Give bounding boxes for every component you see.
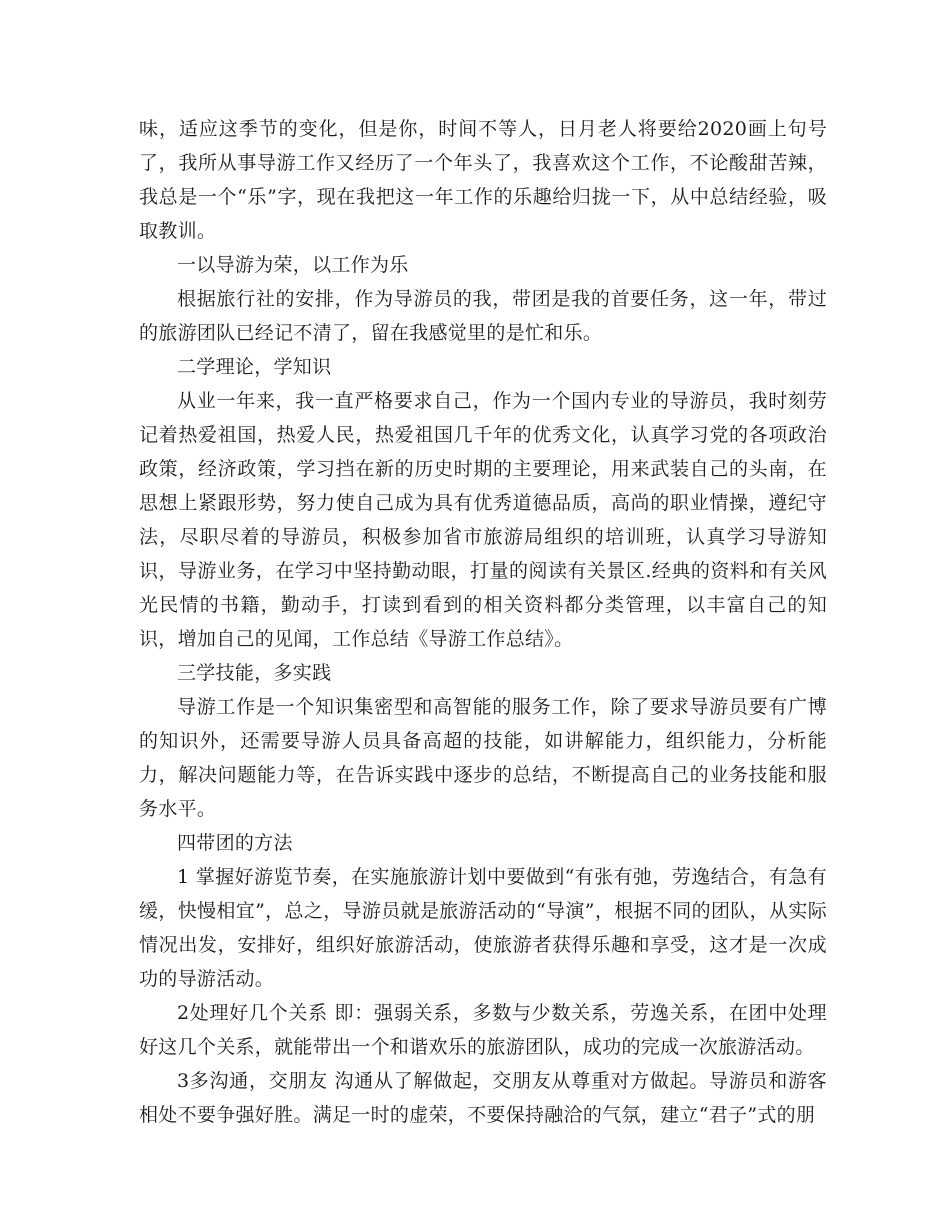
section-heading-3: 三学技能，多实践: [177, 662, 332, 684]
document-body: [139, 112, 827, 1132]
paragraph: 导游工作是一个知识集密型和高智能的服务工作，除了要求导游员要有广博的知识外，还需要导游人员具备高超的技能，如讲解能力，组织能力，分析能力，解决问题能力等，在告诉实践中逐步的总结，不断提高自己的业务技能和服务水平。: [139, 696, 827, 820]
paragraph: 根据旅行社的安排，作为导游员的我，带团是我的首要任务，这一年，带过的旅游团队已经记不清了，留在我感觉里的是忙和乐。: [139, 288, 827, 344]
list-paragraph-2: 2处理好几个关系 即：强弱关系，多数与少数关系，劳逸关系，在团中处理好这几个关系，就能带出一个和谐欢乐的旅游团队，成功的完成一次旅游活动。: [139, 1002, 827, 1058]
section-heading-4: 四带团的方法: [177, 832, 293, 854]
list-paragraph-1: 1 掌握好游览节奏，在实施旅游计划中要做到“有张有弛，劳逸结合，有急有缓，快慢相宜”，总之，导游员就是旅游活动的“导演”，根据不同的团队，从实际情况出发，安排好，组织好旅游活动，使旅游者获得乐趣和享受，这才是一次成功的导游活动。: [139, 866, 827, 990]
paragraph-continuation: 味，适应这季节的变化，但是你，时间不等人，日月老人将要给2020画上句号了，我所从事导游工作又经历了一个年头了，我喜欢这个工作，不论酸甜苦辣，我总是一个“乐”字，现在我把这一年工作的乐趣给归拢一下，从中总结经验，吸取教训。: [139, 118, 827, 242]
paragraph: 从业一年来，我一直严格要求自己，作为一个国内专业的导游员，我时刻劳记着热爱祖国，热爱人民，热爱祖国几千年的优秀文化，认真学习党的各项政治政策，经济政策，学习挡在新的历史时期的主要理论，用来武装自己的头南，在思想上紧跟形势，努力使自己成为具有优秀道德品质，高尚的职业情操，遵纪守法，尽职尽着的导游员，积极参加省市旅游局组织的培训班，认真学习导游知识，导游业务，在学习中坚持勤动眼，打量的阅读有关景区.经典的资料和有关风光民情的书籍，勤动手，打读到看到的相关资料都分类管理，以丰富自己的知识，增加自己的见闻，工作总结《导游工作总结》。: [139, 390, 827, 650]
section-heading-2: 二学理论，学知识: [177, 356, 332, 378]
section-heading-1: 一以导游为荣，以工作为乐: [177, 254, 409, 276]
list-paragraph-3: 3多沟通，交朋友 沟通从了解做起，交朋友从尊重对方做起。导游员和游客相处不要争强好胜。满足一时的虚荣，不要保持融洽的气氛，建立“君子”式的朋: [139, 1070, 827, 1126]
